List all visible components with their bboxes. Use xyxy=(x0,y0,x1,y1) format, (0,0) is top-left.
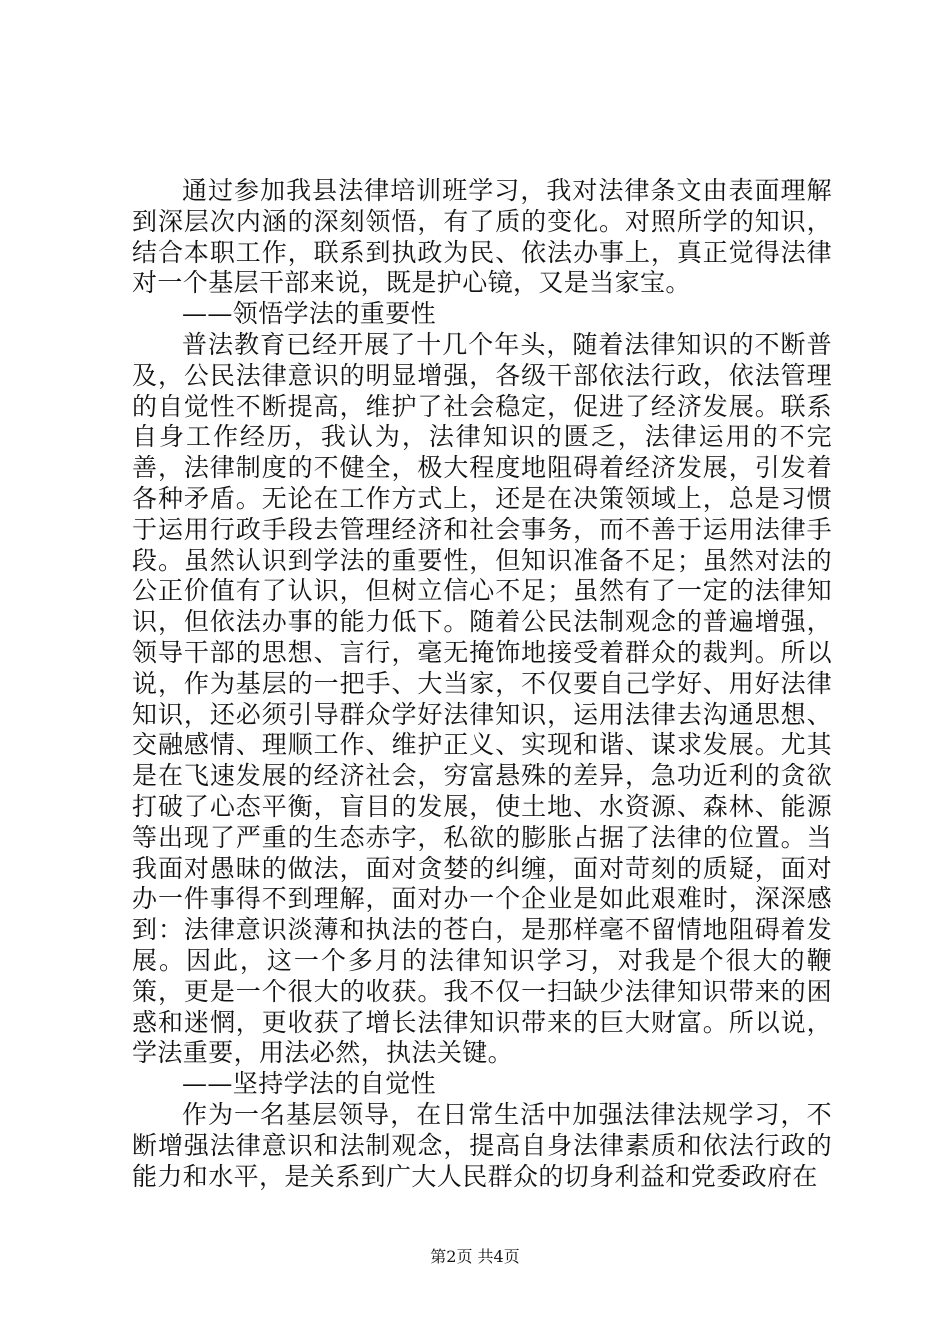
paragraph-intro: 通过参加我县法律培训班学习，我对法律条文由表面理解到深层次内涵的深刻领悟，有了质的变化。对照所学的知识，结合本职工作，联系到执政为民、依法办事上，真正觉得法律对一个基层干部来说，既是护心镜，又是当家宝。 xyxy=(132,176,832,298)
section-heading-importance: ——领悟学法的重要性 xyxy=(182,299,437,329)
section-heading-consciousness: ——坚持学法的自觉性 xyxy=(182,1069,437,1099)
document-body xyxy=(132,176,832,1192)
page-number-footer: 第2页 共4页 xyxy=(430,1247,520,1266)
paragraph-importance: 普法教育已经开展了十几个年头，随着法律知识的不断普及，公民法律意识的明显增强，各级干部依法行政，依法管理的自觉性不断提高，维护了社会稳定，促进了经济发展。联系自身工作经历，我认为，法律知识的匮乏，法律运用的不完善，法律制度的不健全，极大程度地阻碍着经济发展，引发着各种矛盾。无论在工作方式上，还是在决策领域上，总是习惯于运用行政手段去管理经济和社会事务，而不善于运用法律手段。虽然认识到学法的重要性，但知识准备不足；虽然对法的公正价值有了认识，但树立信心不足；虽然有了一定的法律知识，但依法办事的能力低下。随着公民法制观念的普遍增强，领导干部的思想、言行，毫无掩饰地接受着群众的裁判。所以说，作为基层的一把手、大当家，不仅要自己学好、用好法律知识，还必须引导群众学好法律知识，运用法律去沟通思想、交融感情、理顺工作、维护正义、实现和谐、谋求发展。尤其是在飞速发展的经济社会，穷富悬殊的差异，急功近利的贪欲打破了心态平衡，盲目的发展，使土地、水资源、森林、能源等出现了严重的生态赤字，私欲的膨胀占据了法律的位置。当我面对愚昧的做法，面对贪婪的纠缠，面对苛刻的质疑，面对办一件事得不到理解，面对办一个企业是如此艰难时，深深感到：法律意识淡薄和执法的苍白，是那样毫不留情地阻碍着发展。因此，这一个多月的法律知识学习，对我是个很大的鞭策，更是一个很大的收获。我不仅一扫缺少法律知识带来的困惑和迷惘，更收获了增长法律知识带来的巨大财富。所以说，学法重要，用法必然，执法关键。 xyxy=(132,329,832,1068)
paragraph-consciousness: 作为一名基层领导，在日常生活中加强法律法规学习，不断增强法律意识和法制观念，提高自身法律素质和依法行政的能力和水平，是关系到广大人民群众的切身利益和党委政府在 xyxy=(132,1099,832,1191)
